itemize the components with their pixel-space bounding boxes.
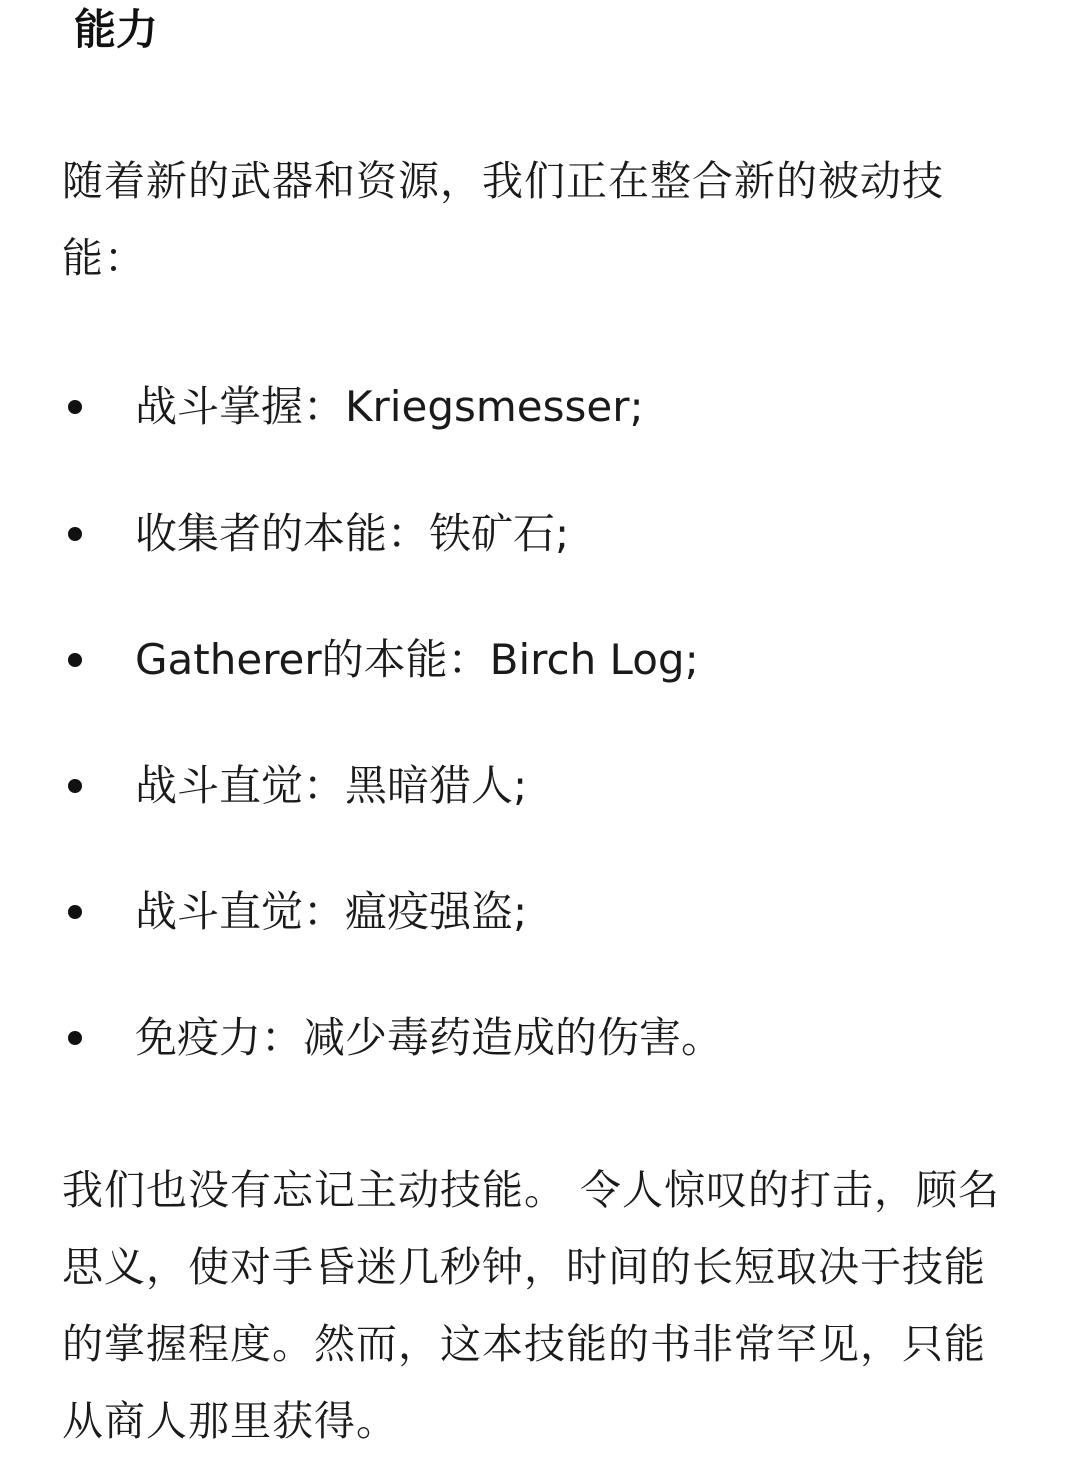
bullet-icon [68,1031,82,1045]
bullet-icon [68,527,82,541]
list-item-text: Gatherer的本能：Birch Log; [135,635,699,684]
list-item [62,877,1022,947]
list-item [62,499,1022,569]
bullet-icon [68,905,82,919]
list-item [62,751,1022,821]
bullet-icon [68,653,82,667]
bullet-icon [68,400,82,414]
section-heading: 能力 [74,5,159,54]
list-item [62,625,1022,695]
list-item-text: 战斗掌握：Kriegsmesser; [135,382,644,431]
bullet-icon [68,779,82,793]
list-item-text: 战斗直觉：瘟疫强盗; [135,887,528,936]
list-item [62,372,1022,442]
intro-paragraph: 随着新的武器和资源，我们正在整合新的被动技能： [62,157,944,282]
outro-paragraph: 我们也没有忘记主动技能。 令人惊叹的打击，顾名思义，使对手昏迷几秒钟，时间的长短取决于技能的掌握程度。然而，这本技能的书非常罕见，只能从商人那里获得。 [62,1166,1001,1445]
list-item-text: 免疫力：减少毒药造成的伤害。 [135,1013,724,1062]
list-item-text: 收集者的本能：铁矿石; [135,509,570,558]
list-item [62,1003,1022,1073]
list-item-text: 战斗直觉：黑暗猎人; [135,761,528,810]
